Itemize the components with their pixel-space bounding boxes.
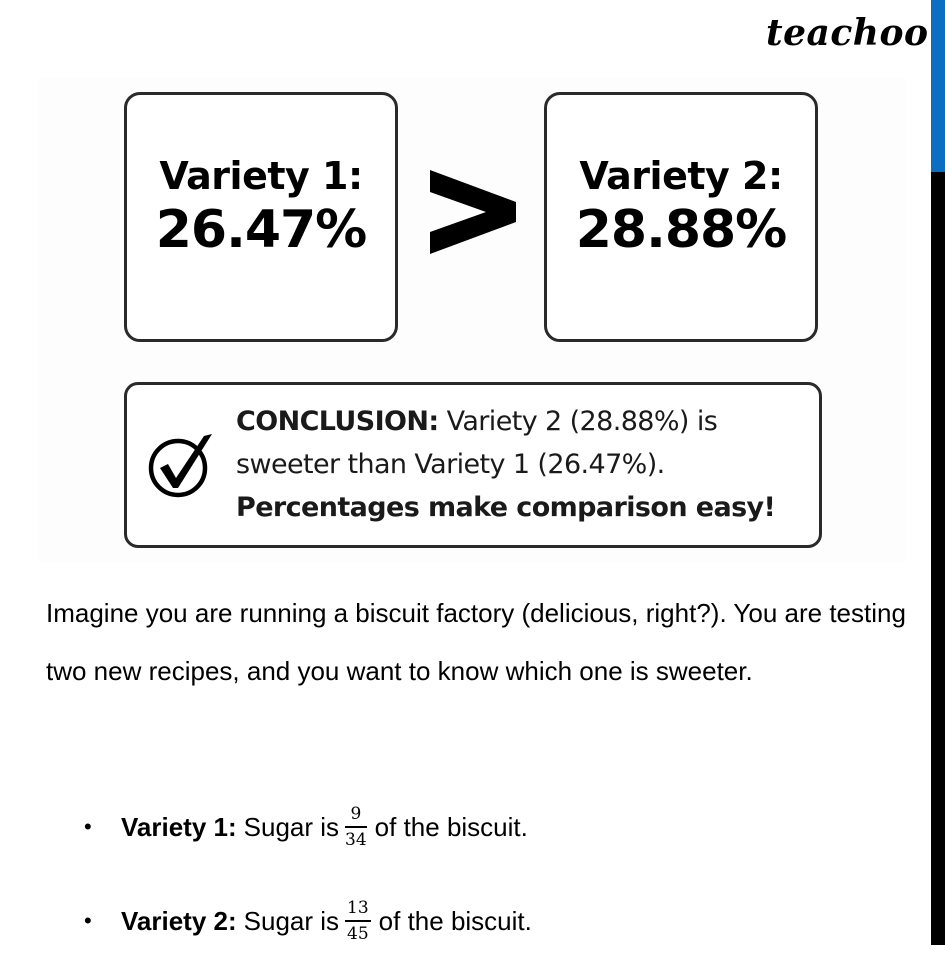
bullet-label: Variety 2: xyxy=(121,905,237,936)
teachoo-logo: teachoo xyxy=(766,12,929,54)
greater-than-icon xyxy=(428,166,518,258)
list-item xyxy=(84,780,532,874)
bullet-suffix: of the biscuit. xyxy=(374,811,528,842)
intro-paragraph: Imagine you are running a biscuit factory (delicious, right?). You are testing two new recipes, and you want to know which one is sweeter. xyxy=(46,598,906,686)
variety-bullet-list xyxy=(84,780,532,968)
conclusion-line-2: sweeter than Variety 1 (26.47%). xyxy=(236,449,665,480)
fraction-denominator: 34 xyxy=(345,829,367,850)
side-accent-bar-black xyxy=(931,172,945,945)
bullet-label: Variety 1: xyxy=(121,811,237,842)
variety-2-value: 28.88% xyxy=(575,200,787,260)
conclusion-text xyxy=(236,400,806,529)
bullet-prefix: Sugar is xyxy=(243,905,340,936)
bullet-prefix: Sugar is xyxy=(243,811,340,842)
variety-2-label: Variety 2: xyxy=(579,154,783,198)
fraction-numerator: 9 xyxy=(350,804,362,825)
bullet-icon: • xyxy=(84,908,92,933)
variety-1-label: Variety 1: xyxy=(159,154,363,198)
fraction xyxy=(345,898,371,944)
conclusion-line-1-rest: Variety 2 (28.88%) is xyxy=(438,406,718,437)
check-circle-icon xyxy=(146,428,218,500)
fraction-denominator: 45 xyxy=(347,923,369,944)
list-item xyxy=(84,874,532,968)
fraction-bar xyxy=(345,826,367,828)
variety-1-card xyxy=(124,92,398,342)
variety-1-value: 26.47% xyxy=(155,200,367,260)
bullet-suffix: of the biscuit. xyxy=(378,905,532,936)
variety-2-card xyxy=(544,92,818,342)
conclusion-heading: CONCLUSION: xyxy=(236,406,439,437)
side-accent-bar-blue xyxy=(931,0,945,172)
fraction-bar xyxy=(345,920,371,922)
fraction xyxy=(345,804,367,850)
bullet-icon: • xyxy=(84,814,92,839)
fraction-numerator: 13 xyxy=(347,898,369,919)
conclusion-line-1 xyxy=(236,400,806,443)
conclusion-line-3: Percentages make comparison easy! xyxy=(236,492,776,523)
